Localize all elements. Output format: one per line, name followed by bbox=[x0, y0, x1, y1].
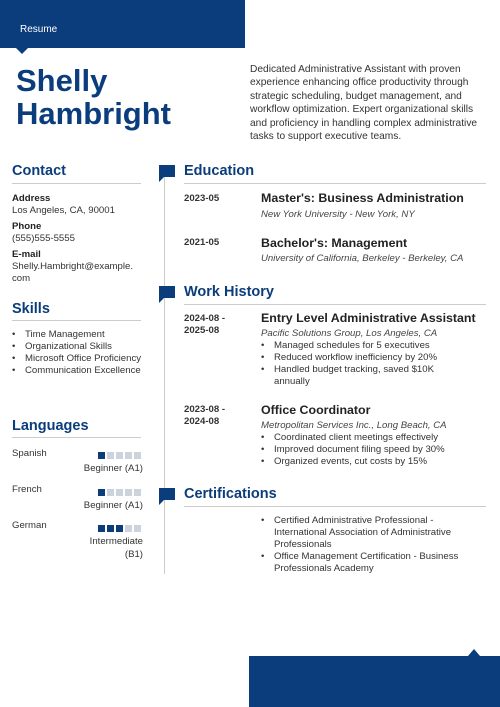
level-square bbox=[125, 489, 132, 496]
phone-label: Phone bbox=[12, 221, 42, 232]
level-square bbox=[107, 525, 114, 532]
job-bullets bbox=[261, 340, 461, 388]
job-bullet: • Managed schedules for 5 executives bbox=[261, 340, 461, 352]
level-square bbox=[134, 525, 141, 532]
contact-divider bbox=[12, 183, 141, 184]
section-flag-icon bbox=[159, 488, 175, 505]
footer-block bbox=[249, 656, 500, 707]
education-title: Master's: Business Administration bbox=[261, 191, 464, 205]
job-company: Pacific Solutions Group, Los Angeles, CA bbox=[261, 328, 438, 339]
job-bullet: • Improved document filing speed by 30% bbox=[261, 444, 486, 456]
email-line-1: Shelly.Hambright@example. bbox=[12, 261, 134, 272]
language-level: Beginner (A1) bbox=[83, 463, 143, 474]
education-title: Bachelor's: Management bbox=[261, 236, 408, 250]
summary-text: Dedicated Administrative Assistant with proven experience enhancing office productivity through strategic scheduling, budget management, and workflow optimization. Expert organizational skills and proficiency in handling complex administrative tasks to support executive teams. bbox=[250, 64, 478, 143]
skills-list bbox=[12, 329, 142, 377]
language-name: Spanish bbox=[12, 448, 47, 459]
level-square bbox=[98, 489, 105, 496]
level-square bbox=[98, 452, 105, 459]
last-name: Hambright bbox=[16, 96, 171, 131]
work-date-end: 2024-08 bbox=[184, 416, 220, 427]
language-name: German bbox=[12, 520, 47, 531]
work-date-start: 2023-08 - bbox=[184, 404, 226, 415]
contact-heading: Contact bbox=[12, 163, 66, 179]
languages-heading: Languages bbox=[12, 418, 89, 434]
work-date bbox=[184, 404, 225, 428]
candidate-name bbox=[16, 64, 236, 130]
address-value: Los Angeles, CA, 90001 bbox=[12, 205, 115, 216]
email-value[interactable] bbox=[12, 261, 133, 285]
job-title: Office Coordinator bbox=[261, 403, 371, 417]
language-level-meter bbox=[98, 525, 141, 532]
languages-divider bbox=[12, 437, 141, 438]
certifications-heading: Certifications bbox=[184, 486, 277, 502]
language-level-line-1: Intermediate bbox=[89, 536, 143, 547]
work-date-start: 2024-08 - bbox=[184, 313, 226, 324]
section-flag-icon bbox=[159, 286, 175, 303]
skill-item: • Microsoft Office Proficiency bbox=[12, 353, 142, 365]
language-level-line-2: (B1) bbox=[124, 549, 143, 560]
work-heading: Work History bbox=[184, 284, 274, 300]
work-divider bbox=[184, 304, 486, 305]
certifications-list bbox=[261, 515, 481, 575]
certifications-divider bbox=[184, 506, 486, 507]
job-bullet: • Organized events, cut costs by 15% bbox=[261, 456, 486, 468]
resume-tag: Resume bbox=[20, 24, 58, 35]
language-level-meter bbox=[98, 489, 141, 496]
banner-notch bbox=[16, 48, 28, 54]
job-bullet: • Coordinated client meetings effectively bbox=[261, 432, 486, 444]
education-school: University of California, Berkeley - Berkeley, CA bbox=[261, 253, 464, 264]
job-bullet: • Reduced workflow inefficiency by 20% bbox=[261, 352, 461, 364]
address-label: Address bbox=[12, 193, 51, 204]
first-name: Shelly bbox=[16, 63, 108, 98]
skill-item: • Time Management bbox=[12, 329, 142, 341]
section-flag-icon bbox=[159, 165, 175, 182]
language-level-meter bbox=[98, 452, 141, 459]
email-label: E-mail bbox=[12, 249, 41, 260]
level-square bbox=[116, 452, 123, 459]
education-heading: Education bbox=[184, 163, 255, 179]
work-date bbox=[184, 313, 225, 337]
job-bullet: • Handled budget tracking, saved $10K annually bbox=[261, 364, 461, 388]
phone-value: (555)555-5555 bbox=[12, 233, 75, 244]
level-square bbox=[107, 489, 114, 496]
level-square bbox=[134, 452, 141, 459]
certification-item: • Certified Administrative Professional - International Association of Administrative Professionals bbox=[261, 515, 481, 551]
email-line-2: com bbox=[12, 273, 31, 284]
level-square bbox=[125, 525, 132, 532]
work-date-end: 2025-08 bbox=[184, 325, 220, 336]
level-square bbox=[116, 525, 123, 532]
language-level: Beginner (A1) bbox=[83, 500, 143, 511]
job-bullets bbox=[261, 432, 486, 468]
level-square bbox=[116, 489, 123, 496]
level-square bbox=[107, 452, 114, 459]
certification-item: • Office Management Certification - Business Professionals Academy bbox=[261, 551, 481, 575]
language-level bbox=[90, 535, 143, 561]
header-banner bbox=[0, 0, 245, 48]
education-date: 2023-05 bbox=[184, 193, 220, 204]
skills-divider bbox=[12, 320, 141, 321]
level-square bbox=[125, 452, 132, 459]
footer-notch bbox=[468, 649, 480, 656]
job-company: Metropolitan Services Inc., Long Beach, CA bbox=[261, 420, 447, 431]
skill-item: • Organizational Skills bbox=[12, 341, 142, 353]
education-divider bbox=[184, 183, 486, 184]
language-name: French bbox=[12, 484, 42, 495]
job-title: Entry Level Administrative Assistant bbox=[261, 311, 476, 325]
skill-item: • Communication Excellence bbox=[12, 365, 142, 377]
level-square bbox=[98, 525, 105, 532]
level-square bbox=[134, 489, 141, 496]
skills-heading: Skills bbox=[12, 301, 50, 317]
education-date: 2021-05 bbox=[184, 237, 220, 248]
timeline-line bbox=[164, 172, 165, 574]
education-school: New York University - New York, NY bbox=[261, 209, 415, 220]
